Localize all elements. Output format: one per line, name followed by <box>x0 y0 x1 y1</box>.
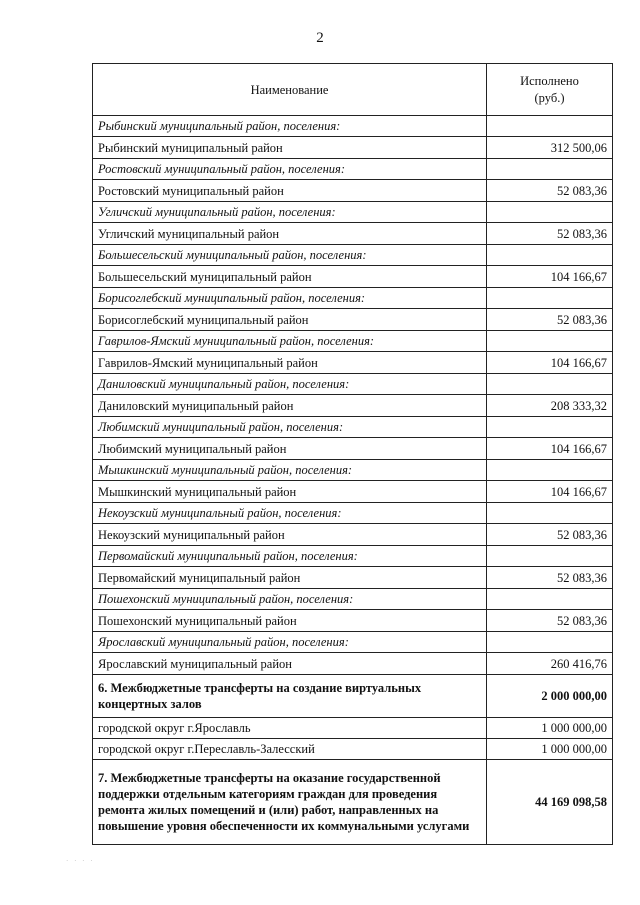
group-value <box>487 331 613 352</box>
row-value: 104 166,67 <box>487 481 613 503</box>
group-row <box>93 159 613 180</box>
group-name: Рыбинский муниципальный район, поселения: <box>93 116 487 137</box>
group-name: Любимский муниципальный район, поселения: <box>93 417 487 438</box>
section-7-name: 7. Межбюджетные трансферты на оказание государственной поддержки отдельным категориям граждан для проведения ремонта жилых помещений и (или) работ, направленных на повышение уровня обеспеченности их коммунальными услугами <box>93 760 487 845</box>
group-name: Борисоглебский муниципальный район, поселения: <box>93 288 487 309</box>
row-name: Рыбинский муниципальный район <box>93 137 487 159</box>
group-row <box>93 288 613 309</box>
group-value <box>487 503 613 524</box>
row-name: Первомайский муниципальный район <box>93 567 487 589</box>
group-value <box>487 546 613 567</box>
row-name: Ярославский муниципальный район <box>93 653 487 675</box>
table-row <box>93 266 613 288</box>
table-row <box>93 653 613 675</box>
table-row <box>93 223 613 245</box>
row-name: Угличский муниципальный район <box>93 223 487 245</box>
row-name: Некоузский муниципальный район <box>93 524 487 546</box>
group-value <box>487 374 613 395</box>
row-value: 52 083,36 <box>487 309 613 331</box>
row-value: 1 000 000,00 <box>487 718 613 739</box>
group-name: Первомайский муниципальный район, поселения: <box>93 546 487 567</box>
row-value: 312 500,06 <box>487 137 613 159</box>
group-value <box>487 202 613 223</box>
column-header-executed-unit: (руб.) <box>534 90 565 105</box>
group-row <box>93 589 613 610</box>
group-row <box>93 116 613 137</box>
table-row <box>93 352 613 374</box>
row-value: 260 416,76 <box>487 653 613 675</box>
group-name: Мышкинский муниципальный район, поселения: <box>93 460 487 481</box>
group-row <box>93 245 613 266</box>
table-body <box>93 116 613 845</box>
column-header-executed <box>487 64 613 116</box>
row-name: Мышкинский муниципальный район <box>93 481 487 503</box>
group-row <box>93 417 613 438</box>
group-value <box>487 159 613 180</box>
group-value <box>487 460 613 481</box>
row-value: 52 083,36 <box>487 567 613 589</box>
section-7-row <box>93 760 613 845</box>
transfers-table <box>92 63 613 845</box>
section-6-value: 2 000 000,00 <box>487 675 613 718</box>
group-name: Большесельский муниципальный район, поселения: <box>93 245 487 266</box>
row-value: 104 166,67 <box>487 266 613 288</box>
group-row <box>93 460 613 481</box>
group-value <box>487 632 613 653</box>
group-row <box>93 331 613 352</box>
scan-artifact: · · · · <box>66 857 95 865</box>
group-value <box>487 417 613 438</box>
row-name: Любимский муниципальный район <box>93 438 487 460</box>
table-row <box>93 438 613 460</box>
table-row <box>93 567 613 589</box>
table-row <box>93 481 613 503</box>
row-name: Борисоглебский муниципальный район <box>93 309 487 331</box>
row-name: Большесельский муниципальный район <box>93 266 487 288</box>
column-header-name: Наименование <box>93 64 487 116</box>
group-name: Ярославский муниципальный район, поселения: <box>93 632 487 653</box>
group-name: Некоузский муниципальный район, поселения: <box>93 503 487 524</box>
group-value <box>487 288 613 309</box>
row-value: 52 083,36 <box>487 610 613 632</box>
row-name: городской округ г.Ярославль <box>93 718 487 739</box>
row-name: Даниловский муниципальный район <box>93 395 487 417</box>
page-number: 2 <box>316 30 324 46</box>
group-value <box>487 589 613 610</box>
group-row <box>93 632 613 653</box>
group-row <box>93 503 613 524</box>
column-header-executed-title: Исполнено <box>520 73 579 88</box>
group-name: Ростовский муниципальный район, поселения: <box>93 159 487 180</box>
table-row <box>93 395 613 417</box>
row-value: 52 083,36 <box>487 223 613 245</box>
group-value <box>487 116 613 137</box>
group-name: Пошехонский муниципальный район, поселения: <box>93 589 487 610</box>
section-6-name: 6. Межбюджетные трансферты на создание виртуальных концертных залов <box>93 675 487 718</box>
group-value <box>487 245 613 266</box>
group-row <box>93 374 613 395</box>
row-value: 52 083,36 <box>487 524 613 546</box>
group-row <box>93 546 613 567</box>
group-name: Угличский муниципальный район, поселения: <box>93 202 487 223</box>
table-row <box>93 610 613 632</box>
table-row <box>93 309 613 331</box>
row-value: 104 166,67 <box>487 438 613 460</box>
group-name: Гаврилов-Ямский муниципальный район, поселения: <box>93 331 487 352</box>
table-row <box>93 739 613 760</box>
row-name: городской округ г.Переславль-Залесский <box>93 739 487 760</box>
row-name: Ростовский муниципальный район <box>93 180 487 202</box>
section-6-row <box>93 675 613 718</box>
row-value: 1 000 000,00 <box>487 739 613 760</box>
table-row <box>93 180 613 202</box>
group-name: Даниловский муниципальный район, поселения: <box>93 374 487 395</box>
row-value: 104 166,67 <box>487 352 613 374</box>
group-row <box>93 202 613 223</box>
row-name: Пошехонский муниципальный район <box>93 610 487 632</box>
row-name: Гаврилов-Ямский муниципальный район <box>93 352 487 374</box>
table-row <box>93 524 613 546</box>
row-value: 208 333,32 <box>487 395 613 417</box>
table-row <box>93 718 613 739</box>
table-row <box>93 137 613 159</box>
table-header-row <box>93 64 613 116</box>
section-7-value: 44 169 098,58 <box>487 760 613 845</box>
row-value: 52 083,36 <box>487 180 613 202</box>
